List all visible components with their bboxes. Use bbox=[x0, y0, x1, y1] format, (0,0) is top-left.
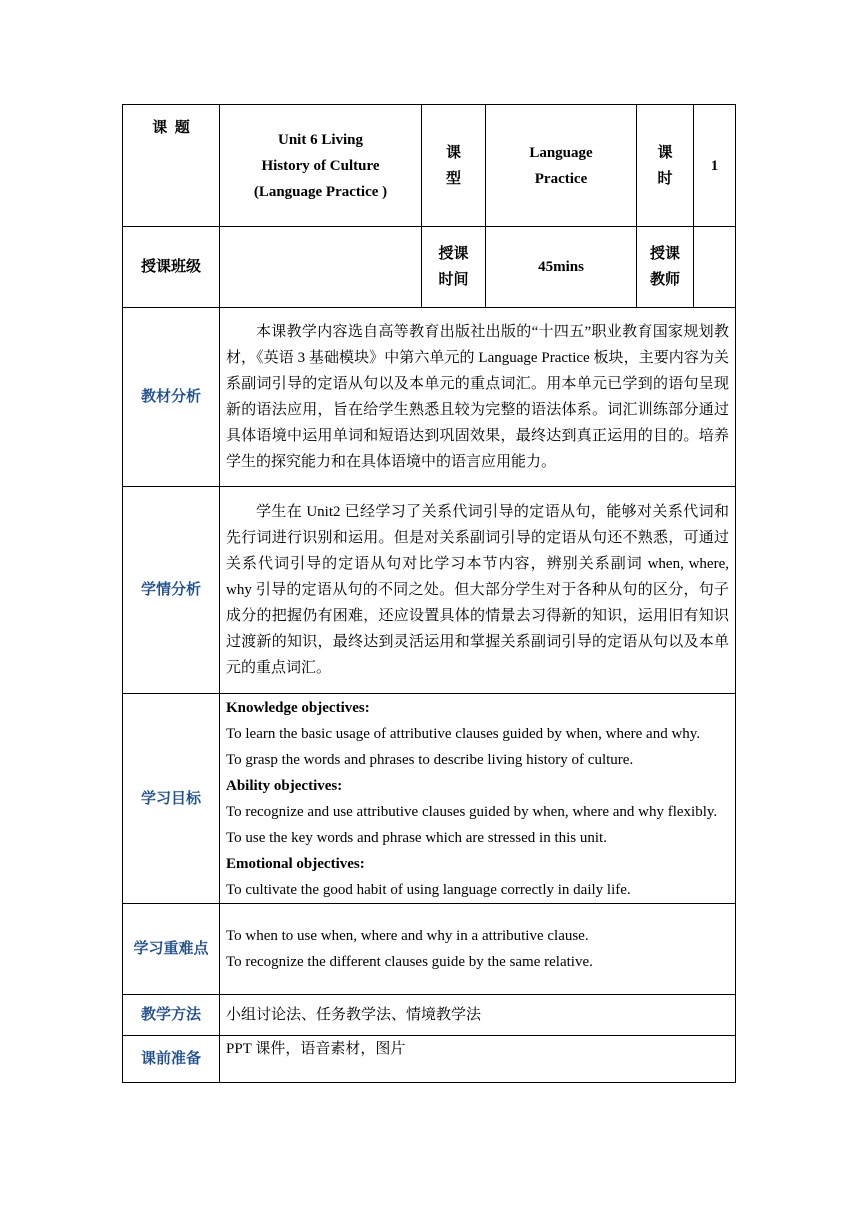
type-value bbox=[486, 105, 637, 227]
header-row bbox=[123, 105, 736, 227]
preparation-text: PPT 课件，语音素材，图片 bbox=[220, 1036, 736, 1083]
objectives-content bbox=[220, 694, 736, 904]
teacher-value bbox=[694, 227, 736, 308]
time-label-line: 授课 bbox=[438, 246, 469, 262]
topic-value bbox=[220, 105, 422, 227]
objectives-label: 学习目标 bbox=[123, 694, 220, 904]
objective-item: To learn the basic usage of attributive clauses guided by when, where and why. bbox=[226, 725, 701, 742]
topic-line: History of Culture bbox=[261, 157, 380, 174]
keypoints-row bbox=[123, 904, 736, 995]
keypoint-item: To when to use when, where and why in a attributive clause. bbox=[226, 928, 589, 944]
hours-value: 1 bbox=[694, 105, 736, 227]
students-row bbox=[123, 487, 736, 694]
type-label-line: 型 bbox=[445, 170, 461, 187]
methods-row bbox=[123, 995, 736, 1036]
teacher-label bbox=[637, 227, 694, 308]
class-label: 授课班级 bbox=[123, 227, 220, 308]
keypoints-content bbox=[220, 904, 736, 995]
objective-item: To use the key words and phrase which are stressed in this unit. bbox=[226, 829, 607, 846]
type-value-line: Language bbox=[529, 144, 593, 161]
methods-text: 小组讨论法、任务教学法、情境教学法 bbox=[220, 995, 736, 1036]
teacher-label-line: 教师 bbox=[649, 272, 680, 288]
objective-item: To grasp the words and phrases to describe living history of culture. bbox=[226, 751, 634, 768]
emotional-heading: Emotional objectives: bbox=[226, 855, 365, 872]
type-label bbox=[422, 105, 486, 227]
time-label bbox=[422, 227, 486, 308]
keypoints-label: 学习重难点 bbox=[123, 904, 220, 995]
ability-heading: Ability objectives: bbox=[226, 777, 343, 794]
hours-label bbox=[637, 105, 694, 227]
time-label-line: 时间 bbox=[438, 272, 469, 288]
teacher-label-line: 授课 bbox=[649, 246, 680, 262]
students-text: 学生在 Unit2 已经学习了关系代词引导的定语从句，能够对关系代词和先行词进行识别和运用。但是对关系副词引导的定语从句还不熟悉，可通过关系代词引导的定语从句对比学习本节内容，辨别关系副词 when, where, why 引导的定语从句的不同之处。但大部分学生对于各种从句的区分，句子成分的把握仍有困难，还应设置具体的情景去习得新的知识，运用旧有知识过渡新的知识，最终达到灵活运用和掌握关系副词引导的定语从句以及本单元的重点词汇。 bbox=[220, 487, 736, 694]
material-text: 本课教学内容选自高等教育出版社出版的“十四五”职业教育国家规划教材，《英语 3 基础模块》中第六单元的 Language Practice 板块，主要内容为关系副词引导的定语从句以及本单元的重点词汇。用本单元已学到的语句呈现新的语法应用，旨在给学生熟悉且较为完整的语法体系。词汇训练部分通过具体语境中运用单词和短语达到巩固效果，最终达到真正运用的目的。培养学生的探究能力和在具体语境中的语言应用能力。 bbox=[220, 308, 736, 487]
methods-label: 教学方法 bbox=[123, 995, 220, 1036]
objectives-row bbox=[123, 694, 736, 904]
type-value-line: Practice bbox=[534, 170, 588, 187]
preparation-row bbox=[123, 1036, 736, 1083]
topic-line: Unit 6 Living bbox=[277, 131, 364, 148]
time-value: 45mins bbox=[486, 227, 637, 308]
topic-line: (Language Practice ) bbox=[253, 183, 388, 200]
hours-label-line: 时 bbox=[657, 170, 673, 187]
topic-label: 课 题 bbox=[123, 105, 220, 227]
students-label: 学情分析 bbox=[123, 487, 220, 694]
type-label-line: 课 bbox=[445, 144, 461, 161]
objective-item: To recognize and use attributive clauses guided by when, where and why flexibly. bbox=[226, 803, 718, 820]
material-label: 教材分析 bbox=[123, 308, 220, 487]
class-row bbox=[123, 227, 736, 308]
objective-item: To cultivate the good habit of using language correctly in daily life. bbox=[226, 881, 631, 898]
material-row bbox=[123, 308, 736, 487]
preparation-label: 课前准备 bbox=[123, 1036, 220, 1083]
hours-label-line: 课 bbox=[657, 144, 673, 161]
keypoint-item: To recognize the different clauses guide by the same relative. bbox=[226, 954, 593, 970]
knowledge-heading: Knowledge objectives: bbox=[226, 699, 370, 716]
lesson-plan-table bbox=[122, 104, 736, 1083]
class-value bbox=[220, 227, 422, 308]
